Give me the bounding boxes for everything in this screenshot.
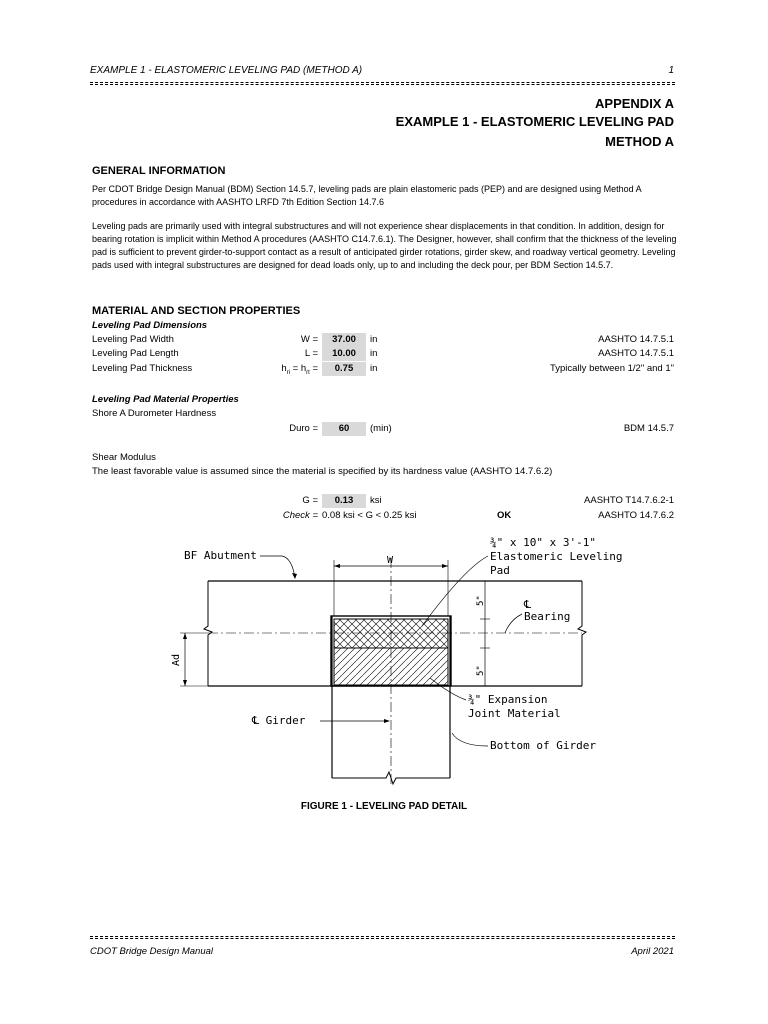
width-eq: W = xyxy=(300,334,318,345)
general-paragraph-2: Leveling pads are primarily used with integral substructures and will not experience shear displacements in that condition. In addition, design for bearing rotation is implicit within Method A procedures (AASHTO C14.7.6.1). The Designer, however, shall confirm that the thickness of the leveling pad is sufficient to prevent girder-to-support contact as a result of anticipated girder rotations, girder skew, and roadway vertical geometry. Leveling pads used with integral substructures are designed for dead loads only, up to and including the deck pour, per BDM Section 14.5.7. xyxy=(92,221,677,270)
g-ref: AASHTO T14.7.6.2-1 xyxy=(584,495,674,506)
length-unit: in xyxy=(370,348,378,359)
check-label: Check = xyxy=(282,510,318,521)
method-title: METHOD A xyxy=(605,134,674,149)
five-inch-bottom-label: 5" xyxy=(476,665,486,676)
elastomeric-pad xyxy=(334,619,448,648)
thickness-label: Leveling Pad Thickness xyxy=(92,363,193,374)
leveling-pad-detail-figure xyxy=(160,528,630,790)
g-eq: G = xyxy=(302,495,318,506)
pad-name-line2: Pad xyxy=(490,564,510,577)
length-value: 10.00 xyxy=(322,347,366,361)
footer-left: CDOT Bridge Design Manual xyxy=(90,946,214,957)
expansion-label-line2: Joint Material xyxy=(468,707,561,720)
general-paragraph-1: Per CDOT Bridge Design Manual (BDM) Section 14.5.7, leveling pads are plain elastomeric pads (PEP) and are designed using Method A procedures in accordance with AASHTO LRFD 7th Edition Section 14.7.6 xyxy=(92,184,642,207)
girder-cl-label: ℄ Girder xyxy=(252,714,306,727)
duro-label: Shore A Durometer Hardness xyxy=(92,408,217,419)
break-line-left xyxy=(204,581,212,686)
duro-unit: (min) xyxy=(370,423,392,434)
check-ref: AASHTO 14.7.6.2 xyxy=(598,510,674,521)
duro-eq: Duro = xyxy=(289,423,318,434)
footer-right: April 2021 xyxy=(631,946,674,957)
duro-value: 60 xyxy=(322,422,366,436)
appendix-title: APPENDIX A xyxy=(595,96,674,111)
figure-caption: FIGURE 1 - LEVELING PAD DETAIL xyxy=(300,801,468,812)
running-header: EXAMPLE 1 - ELASTOMERIC LEVELING PAD (METHOD A) xyxy=(90,65,363,76)
bearing-cl-symbol: ℄ xyxy=(524,598,532,611)
width-unit: in xyxy=(370,334,378,345)
length-label: Leveling Pad Length xyxy=(92,348,179,359)
header-rule xyxy=(90,82,675,85)
thickness-eq: $h_{ri} = h_{rt}$ = xyxy=(281,363,318,376)
ad-dim-label: Ad xyxy=(171,653,182,666)
thickness-ref: Typically between 1/2" and 1" xyxy=(550,363,674,374)
expansion-joint-material xyxy=(334,648,448,685)
length-eq: L = xyxy=(304,348,318,359)
break-line-right xyxy=(578,581,586,686)
pad-dims-label: ¾" x 10" x 3'-1" xyxy=(490,536,596,549)
width-value: 37.00 xyxy=(322,333,366,347)
shear-label: Shear Modulus xyxy=(92,452,156,463)
pad-name-line1: Elastomeric Leveling xyxy=(490,550,623,563)
dims-subheading: Leveling Pad Dimensions xyxy=(92,320,208,331)
check-text: 0.08 ksi < G < 0.25 ksi xyxy=(322,510,417,521)
duro-ref: BDM 14.5.7 xyxy=(623,423,674,434)
length-ref: AASHTO 14.7.5.1 xyxy=(598,348,674,359)
w-dim-label: W xyxy=(387,555,394,566)
props-subheading: Leveling Pad Material Properties xyxy=(92,394,239,405)
five-inch-top-label: 5" xyxy=(476,595,486,606)
thickness-unit: in xyxy=(370,363,378,374)
bearing-label: Bearing xyxy=(524,610,571,623)
width-ref: AASHTO 14.7.5.1 xyxy=(598,334,674,345)
bottom-girder-label: Bottom of Girder xyxy=(490,739,596,752)
expansion-label-line1: ¾" Expansion xyxy=(468,693,548,706)
bf-abutment-label: BF Abutment xyxy=(184,549,257,562)
width-label: Leveling Pad Width xyxy=(92,334,174,345)
material-heading: MATERIAL AND SECTION PROPERTIES xyxy=(92,305,301,317)
shear-note: The least favorable value is assumed since the material is specified by its hardness value (AASHTO 14.7.6.2) xyxy=(92,466,553,477)
page-number: 1 xyxy=(668,65,674,76)
g-value: 0.13 xyxy=(322,494,366,508)
example-title: EXAMPLE 1 - ELASTOMERIC LEVELING PAD xyxy=(395,114,674,129)
footer-rule xyxy=(90,936,675,939)
general-heading: GENERAL INFORMATION xyxy=(92,165,226,177)
check-result: OK xyxy=(497,510,512,521)
g-unit: ksi xyxy=(370,495,382,506)
thickness-value: 0.75 xyxy=(322,362,366,376)
